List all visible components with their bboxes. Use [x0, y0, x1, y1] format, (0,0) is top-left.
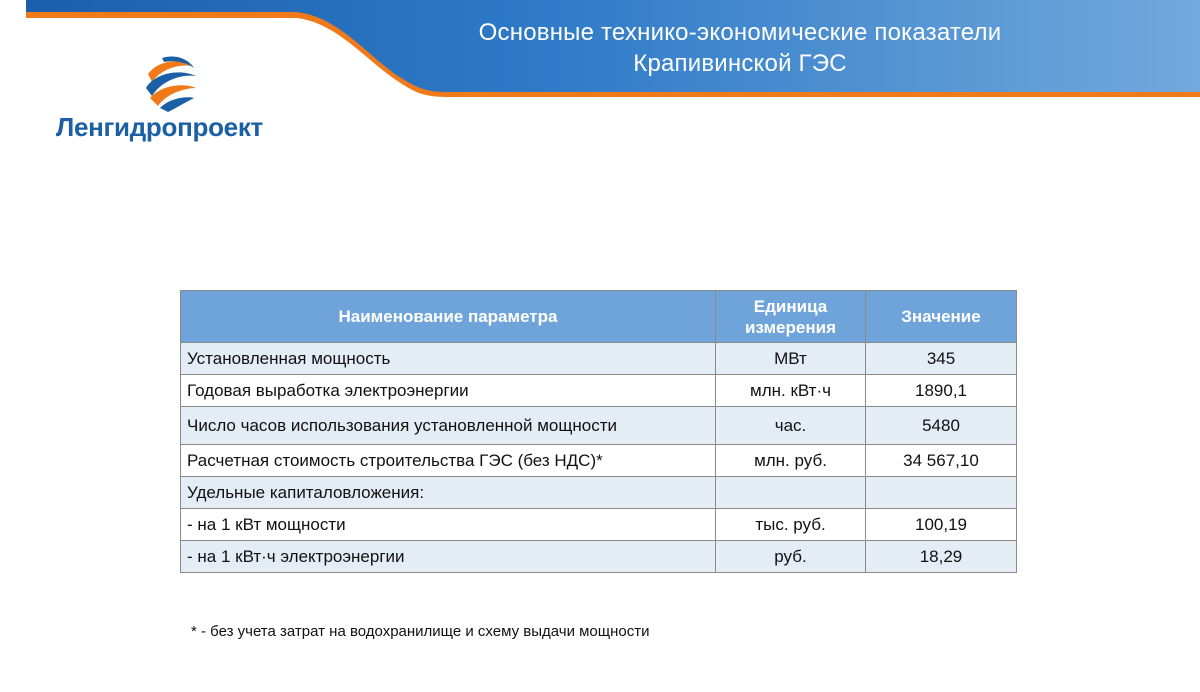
row-unit	[716, 477, 866, 509]
row-name: Установленная мощность	[181, 343, 716, 375]
page-title-line2: Крапивинской ГЭС	[633, 50, 847, 77]
row-name: Годовая выработка электроэнергии	[181, 375, 716, 407]
column-header-name: Наименование параметра	[181, 291, 716, 343]
row-value: 5480	[866, 407, 1017, 445]
page-title	[330, 17, 1150, 79]
page-title-line1: Основные технико-экономические показатели	[478, 19, 1002, 46]
table-row	[181, 343, 1017, 375]
row-name: Удельные капиталовложения:	[181, 477, 716, 509]
footnote: * - без учета затрат на водохранилище и схему выдачи мощности	[191, 623, 650, 640]
lengidroproekt-logo-icon	[140, 52, 202, 114]
row-name: - на 1 кВт мощности	[181, 509, 716, 541]
logo-wordmark: Ленгидропроект	[56, 112, 263, 142]
row-unit: МВт	[716, 343, 866, 375]
row-name: Расчетная стоимость строительства ГЭС (без НДС)*	[181, 445, 716, 477]
row-unit: час.	[716, 407, 866, 445]
row-value: 18,29	[866, 541, 1017, 573]
row-value	[866, 477, 1017, 509]
table-row	[181, 407, 1017, 445]
row-value: 100,19	[866, 509, 1017, 541]
table-row	[181, 509, 1017, 541]
row-value: 1890,1	[866, 375, 1017, 407]
column-header-value: Значение	[866, 291, 1017, 343]
row-unit: млн. руб.	[716, 445, 866, 477]
table-row	[181, 541, 1017, 573]
row-unit: руб.	[716, 541, 866, 573]
table-row	[181, 375, 1017, 407]
row-value: 345	[866, 343, 1017, 375]
parameters-table	[180, 290, 1017, 573]
row-value: 34 567,10	[866, 445, 1017, 477]
column-header-unit: Единица измерения	[716, 291, 866, 343]
row-unit: тыс. руб.	[716, 509, 866, 541]
row-unit: млн. кВт·ч	[716, 375, 866, 407]
table-header-row	[181, 291, 1017, 343]
row-name: Число часов использования установленной мощности	[181, 407, 716, 445]
table-row	[181, 477, 1017, 509]
table-row	[181, 445, 1017, 477]
row-name: - на 1 кВт·ч электроэнергии	[181, 541, 716, 573]
